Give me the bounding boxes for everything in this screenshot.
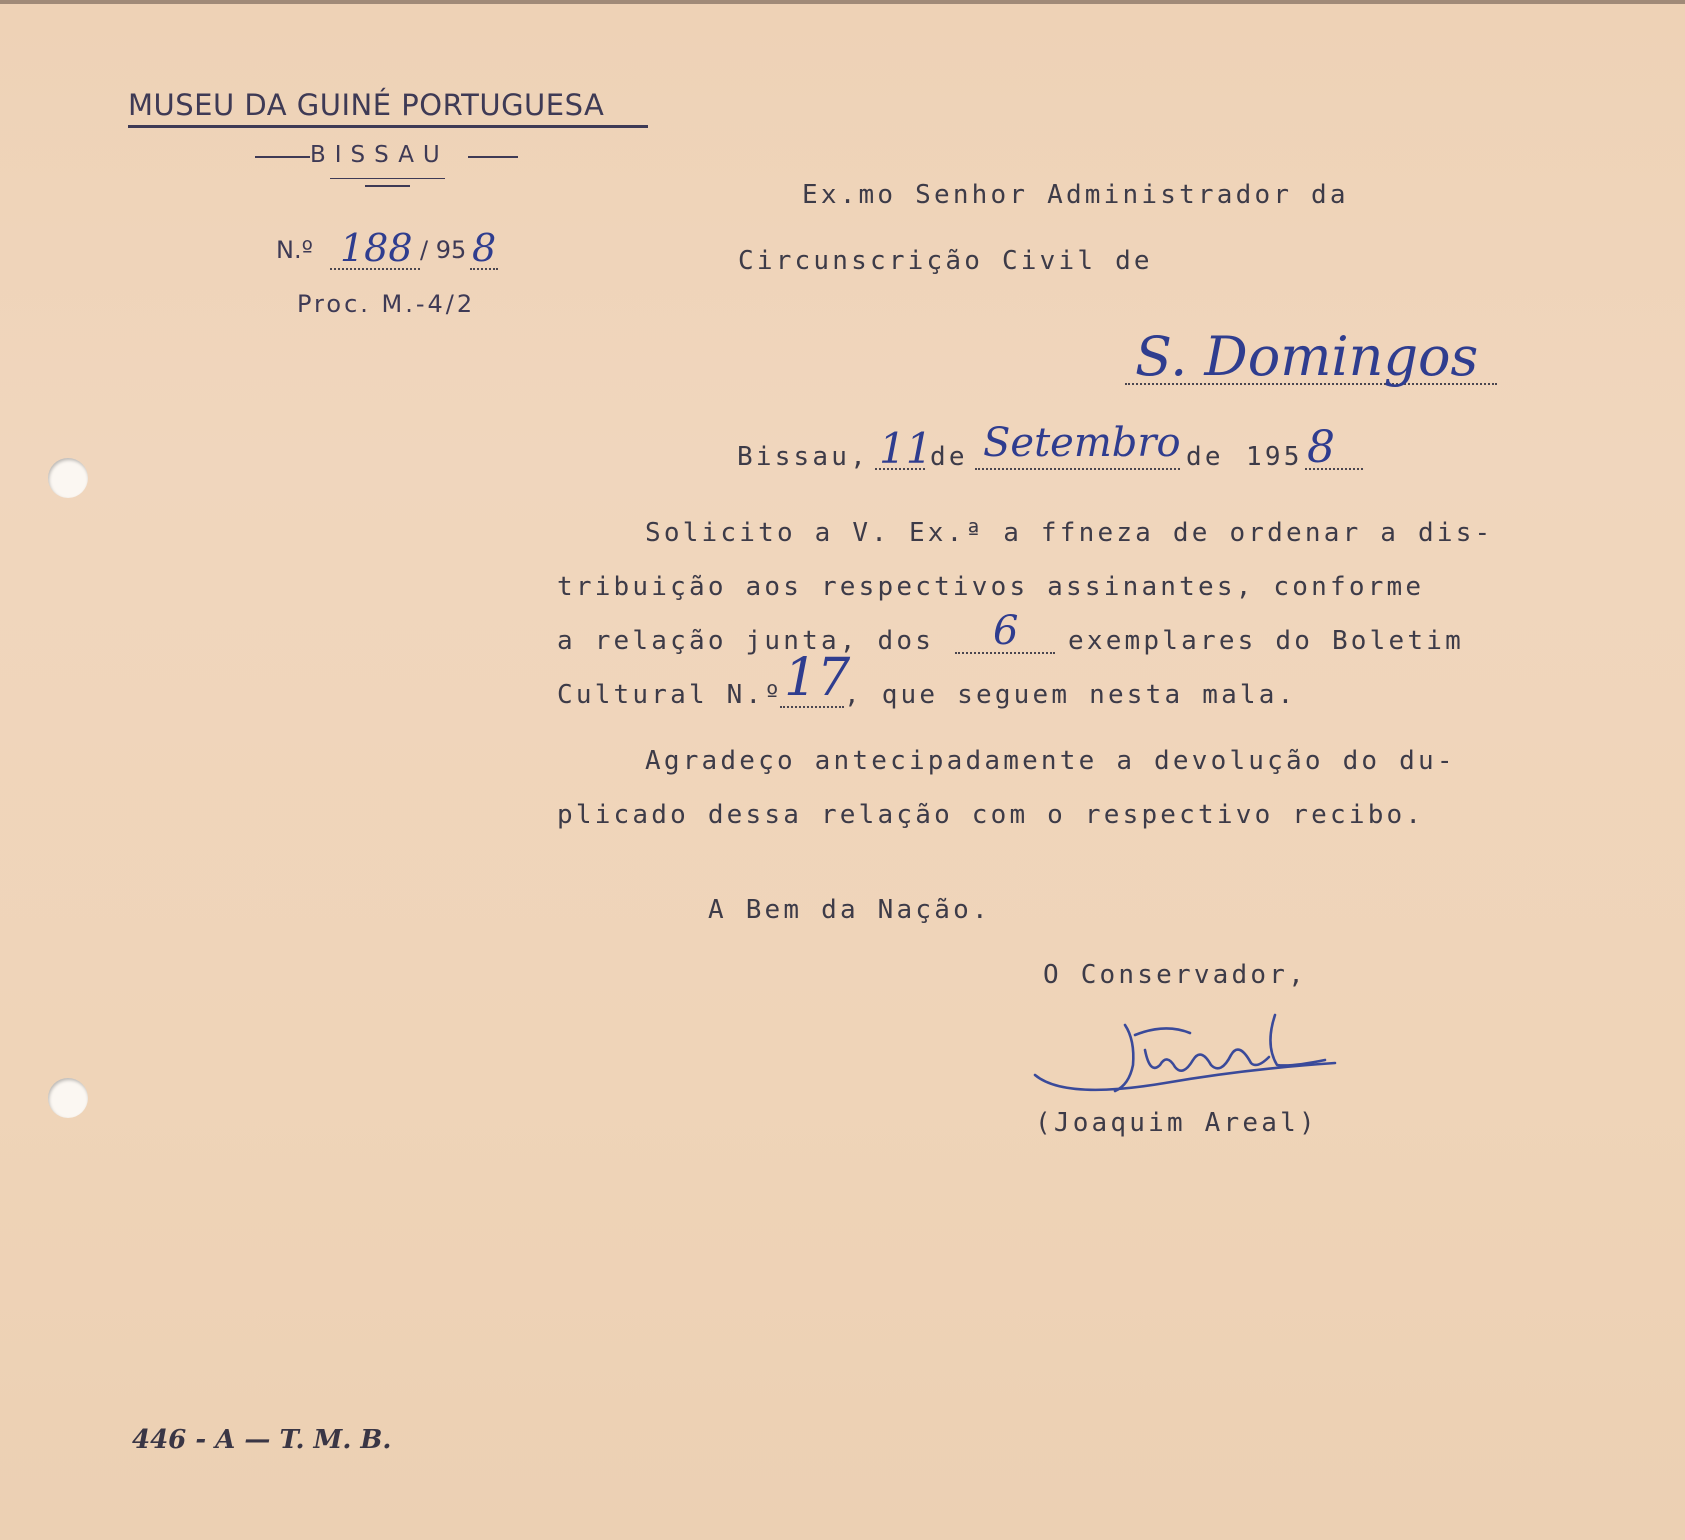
number-year-field <box>470 226 498 270</box>
body-line-2: tribuição aos respectivos assinantes, conforme <box>557 572 1425 602</box>
signatory-name: (Joaquim Areal) <box>1035 1108 1318 1138</box>
number-label: N.º <box>276 236 313 264</box>
number-year-prefix: / 95 <box>420 236 467 264</box>
signature-mark <box>1025 1005 1345 1105</box>
city-underline <box>330 178 445 179</box>
city-dash-right <box>468 156 518 158</box>
form-code: 446 - A — T. M. B. <box>132 1425 392 1455</box>
handwritten-year-digit-date: 8 <box>1307 422 1335 473</box>
closing-role: O Conservador, <box>1043 960 1307 990</box>
body-line-4a: Cultural N.º <box>557 680 784 710</box>
date-year-field <box>1305 422 1363 473</box>
handwritten-bulletin-number: 17 <box>784 648 851 708</box>
closing-salutation: A Bem da Nação. <box>708 895 991 925</box>
city-dash-left <box>255 156 310 158</box>
top-edge <box>0 0 1685 4</box>
copies-field <box>955 608 1055 654</box>
body-line-6: plicado dessa relação com o respectivo recibo. <box>557 800 1425 830</box>
addressee-line-2: Circunscrição Civil de <box>738 246 1153 276</box>
date-de-1: de <box>930 442 968 472</box>
handwritten-copies: 6 <box>993 608 1019 654</box>
handwritten-month: Setembro <box>983 420 1181 466</box>
city-name: BISSAU <box>310 142 449 168</box>
body-line-3a: a relação junta, dos <box>557 626 935 656</box>
handwritten-year-digit: 8 <box>472 226 497 270</box>
handwritten-day: 11 <box>879 424 933 473</box>
place-field <box>1125 325 1497 388</box>
number-field <box>330 226 420 270</box>
body-line-1: Solicito a V. Ex.ª a ffneza de ordenar a dis- <box>645 518 1494 548</box>
handwritten-place: S. Domingos <box>1135 325 1479 388</box>
body-line-3b: exemplares do Boletim <box>1068 626 1464 656</box>
handwritten-number: 188 <box>340 226 413 270</box>
date-city: Bissau, <box>737 442 869 472</box>
institution-name: MUSEU DA GUINÉ PORTUGUESA <box>128 88 605 122</box>
bulletin-number-field <box>780 648 851 708</box>
punch-hole-top <box>48 458 88 498</box>
body-line-4b: , que seguem nesta mala. <box>844 680 1297 710</box>
date-month-field <box>975 420 1181 470</box>
date-de-2: de <box>1186 442 1224 472</box>
addressee-line-1: Ex.mo Senhor Administrador da <box>802 180 1349 210</box>
date-year-prefix: 195 <box>1246 442 1303 472</box>
body-line-5: Agradeço antecipadamente a devolução do du- <box>645 746 1456 776</box>
city-underline-short <box>365 185 410 187</box>
date-day-field <box>875 424 933 473</box>
letterhead-rule <box>128 125 648 128</box>
process-reference: Proc. M.-4/2 <box>297 290 476 318</box>
punch-hole-bottom <box>48 1078 88 1118</box>
